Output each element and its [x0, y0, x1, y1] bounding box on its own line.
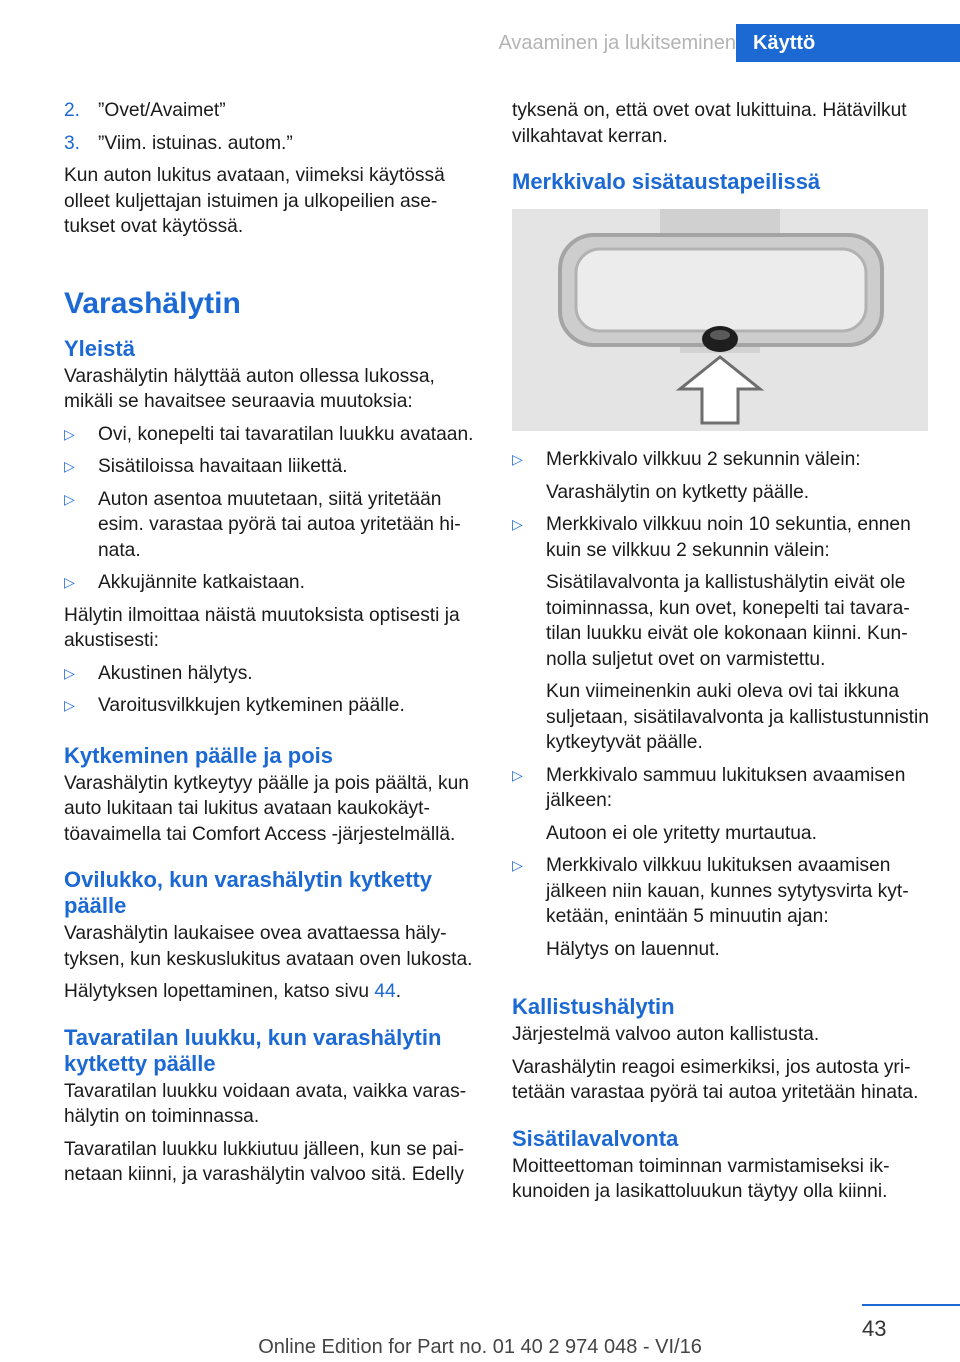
triangle-right-icon: ▷: [64, 425, 75, 442]
list-item-text: Auton asentoa muutetaan, siitä yritetään esim. varastaa pyörä tai autoa yritetään hinata.: [98, 488, 461, 561]
paragraph: Järjestelmä valvoo auton kallistusta.: [512, 1024, 820, 1045]
right-column: [512, 98, 930, 1212]
heading-merkkivalo: Merkkivalo sisätaustapeilissä: [512, 169, 821, 194]
paragraph: tyksenä on, että ovet ovat lukittuina. Hätävilkut vilkahtavat kerran.: [512, 100, 907, 147]
list-item-text: Merkkivalo vilkkuu 2 sekunnin välein:: [546, 449, 861, 470]
heading-ovilukko: Ovilukko, kun varashälytin kytketty päälle: [64, 867, 433, 918]
paragraph: Moitteettoman toiminnan varmistamiseksi ikkunoiden ja lasikattoluukun täytyy olla kiinni.: [512, 1155, 890, 1202]
list-item-text: Merkkivalo sammuu lukituksen avaamisen jälkeen:: [546, 764, 906, 811]
list-item-detail: Varashälytin on kytketty päälle.: [546, 481, 810, 503]
list-item-text: Merkkivalo vilkkuu noin 10 sekuntia, ennen kuin se vilkkuu 2 sekunnin välein:: [546, 514, 911, 561]
list-item: [64, 454, 482, 480]
list-item: [512, 853, 930, 930]
item-text: ”Viim. istuinas. autom.”: [98, 132, 293, 154]
link-prefix: Hälytyksen lopettaminen, katso sivu: [64, 981, 375, 1002]
list-item-detail: Hälytys on lauennut.: [546, 938, 720, 960]
paragraph-with-link: [64, 979, 482, 1005]
paragraph: Varashälytin hälyttää auton ollessa lukossa, mikäli se havaitsee seuraavia muutoksia:: [64, 365, 435, 412]
triangle-right-icon: ▷: [64, 574, 75, 590]
list-item: [512, 447, 930, 473]
paragraph: Varashälytin laukaisee ovea avattaessa hälytyksen, kun keskuslukitus avataan oven lukosta.: [64, 923, 473, 970]
list-item-text: Ovi, konepelti tai tavaratilan luukku avataan.: [98, 423, 474, 445]
heading-sisatila: Sisätilavalvonta: [512, 1125, 679, 1151]
numbered-item: [64, 131, 482, 157]
item-number: 2.: [64, 100, 81, 121]
section-title: Varashälytin: [64, 286, 241, 320]
list-item-detail: Autoon ei ole yritetty murtautua.: [546, 822, 817, 844]
mirror-illustration: [512, 209, 928, 431]
item-number: 3.: [64, 132, 81, 154]
triangle-right-icon: ▷: [64, 458, 75, 474]
footer-rule: [862, 1304, 960, 1306]
list-item: [512, 512, 930, 563]
chapter-tab[interactable]: Käyttö: [736, 24, 960, 62]
list-item-text: Sisätiloissa havaitaan liikettä.: [98, 456, 348, 477]
online-edition-note: Online Edition for Part no. 01 40 2 974 048 - VI/16: [258, 1336, 702, 1358]
list-item: [64, 487, 482, 564]
triangle-right-icon: ▷: [512, 516, 523, 532]
page-number: 43: [862, 1316, 887, 1341]
list-item: [64, 570, 482, 596]
list-item: [64, 693, 482, 719]
list-item-detail: Sisätilavalvonta ja kallistushälytin eivät ole toiminnassa, kun ovet, konepelti tai tavaratilan luukku eivät ole kokonaan kiinni. Kunnolla suljetut ovet on varmistettu.: [546, 572, 910, 670]
heading-kallistus: Kallistushälytin: [512, 994, 675, 1019]
triangle-right-icon: ▷: [64, 490, 75, 507]
triangle-right-icon: ▷: [512, 857, 523, 873]
list-item-detail: Kun viimeinenkin auki oleva ovi tai ikkuna suljetaan, sisätilavalvonta ja kallistustunnistin kytkeytyvät päälle.: [546, 681, 929, 753]
left-column: [64, 98, 482, 1195]
intro-paragraph: Kun auton lukitus avataan, viimeksi käytössä olleet kuljettajan istuimen ja ulkopeilien asetukset ovat käytössä.: [64, 165, 445, 237]
link-suffix: .: [395, 981, 402, 1002]
heading-tavaratila: Tavaratilan luukku, kun varashälytin kytketty päälle: [64, 1024, 442, 1076]
triangle-right-icon: ▷: [512, 766, 523, 783]
item-text: ”Ovet/Avaimet”: [98, 100, 226, 121]
list-item-text: Merkkivalo vilkkuu lukituksen avaamisen jälkeen niin kauan, kunnes sytytysvirta kytketään, enintään 5 minuutin ajan:: [546, 855, 909, 927]
heading-kytkeminen: Kytkeminen päälle ja pois: [64, 742, 333, 768]
paragraph: Hälytin ilmoittaa näistä muutoksista optisesti ja akustisesti:: [64, 604, 460, 651]
paragraph: Varashälytin kytkeytyy päälle ja pois päältä, kun auto lukitaan tai lukitus avataan kaukokäyttöavaimella tai Comfort Access -järjestelmällä.: [64, 772, 469, 845]
list-item: [64, 661, 482, 687]
list-item-text: Akustinen hälytys.: [98, 662, 253, 684]
paragraph: Tavaratilan luukku lukkiutuu jälleen, kun se painetaan kiinni, ja varashälytin valvoo sitä. Edelly: [64, 1138, 464, 1185]
paragraph: Varashälytin reagoi esimerkiksi, jos autosta yritetään varastaa pyörä tai autoa yritetään hinata.: [512, 1056, 919, 1103]
triangle-right-icon: ▷: [512, 451, 523, 467]
numbered-item: [64, 98, 482, 124]
paragraph: Tavaratilan luukku voidaan avata, vaikka varashälytin on toiminnassa.: [64, 1080, 467, 1127]
section-breadcrumb: Avaaminen ja lukitseminen: [498, 32, 736, 54]
triangle-right-icon: ▷: [64, 697, 75, 713]
triangle-right-icon: ▷: [64, 664, 75, 681]
list-item-text: Varoitusvilkkujen kytkeminen päälle.: [98, 695, 405, 716]
page-header: [0, 24, 960, 62]
list-item: [512, 763, 930, 814]
page-link[interactable]: 44: [374, 981, 396, 1002]
heading-yleista: Yleistä: [64, 335, 135, 361]
list-item-text: Akkujännite katkaistaan.: [98, 572, 305, 593]
list-item: [64, 422, 482, 448]
rearview-mirror-icon: [512, 209, 928, 431]
